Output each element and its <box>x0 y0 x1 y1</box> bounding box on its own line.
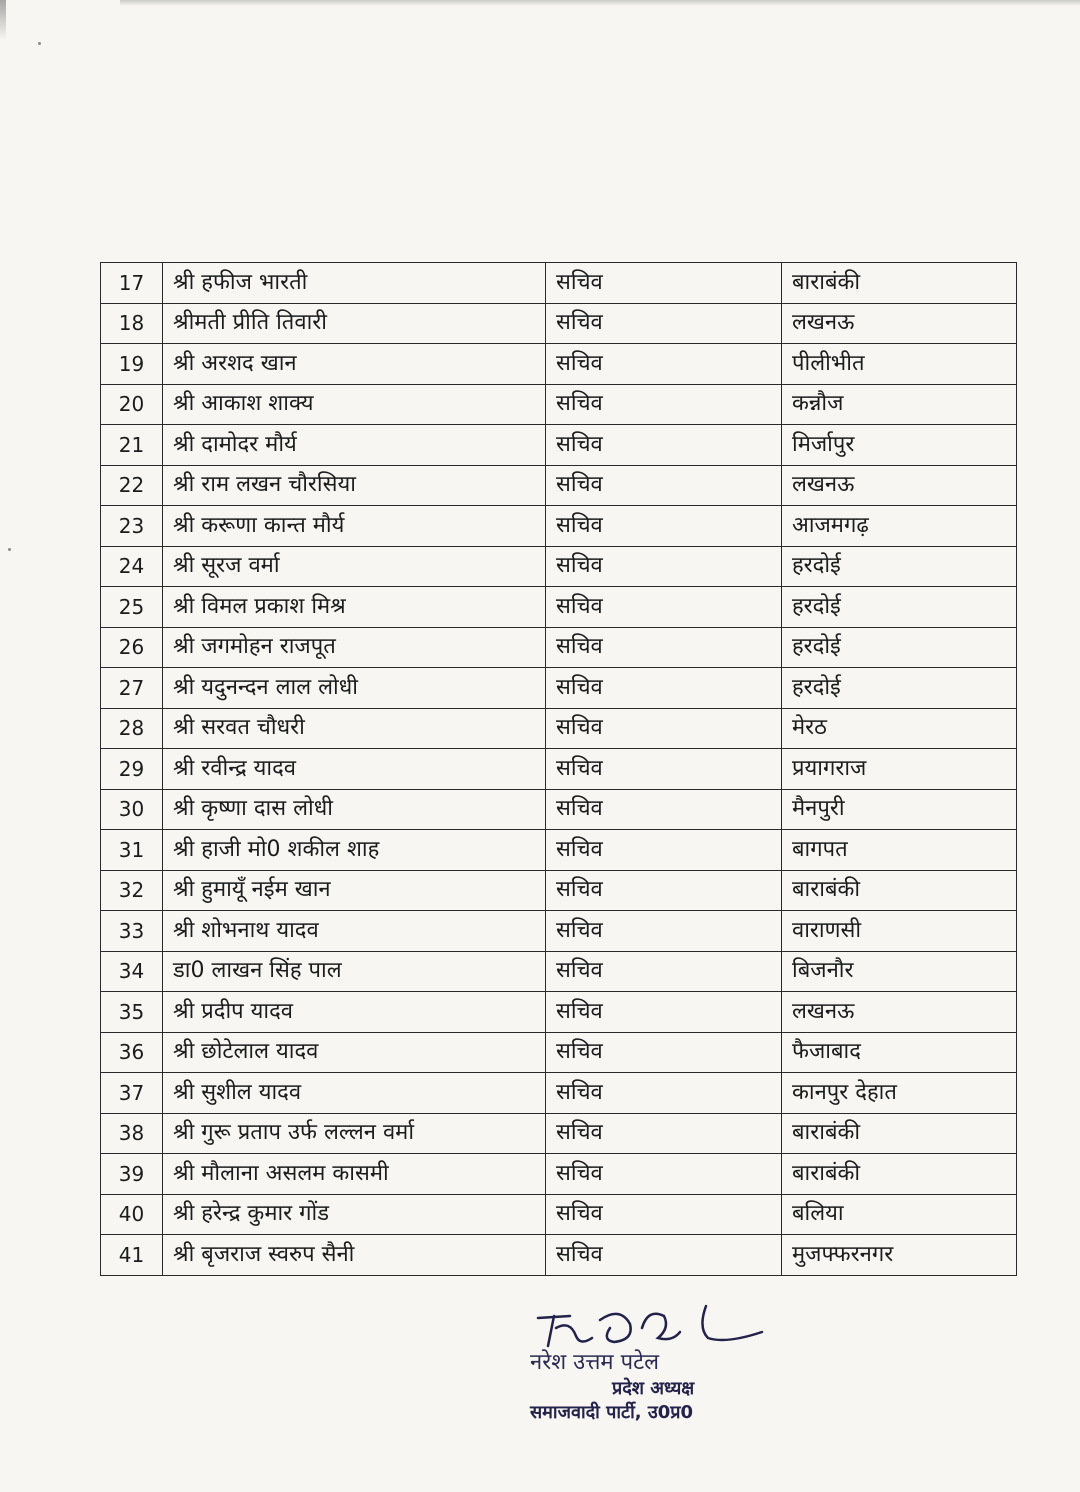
district-cell: फैजाबाद <box>782 1032 1017 1073</box>
district-cell: आजमगढ़ <box>782 506 1017 547</box>
post-cell: सचिव <box>546 506 782 547</box>
serial-number-cell: 34 <box>101 951 163 992</box>
table-row <box>101 1194 1017 1235</box>
district-cell: बाराबंकी <box>782 1154 1017 1195</box>
table-row <box>101 263 1017 304</box>
scan-speck <box>38 42 41 45</box>
district-cell: हरदोई <box>782 587 1017 628</box>
serial-number-cell: 23 <box>101 506 163 547</box>
post-cell: सचिव <box>546 1235 782 1276</box>
district-cell: बिजनौर <box>782 951 1017 992</box>
district-cell: मेरठ <box>782 708 1017 749</box>
name-cell: श्री विमल प्रकाश मिश्र <box>163 587 546 628</box>
post-cell: सचिव <box>546 465 782 506</box>
serial-number-cell: 22 <box>101 465 163 506</box>
serial-number-cell: 33 <box>101 911 163 952</box>
serial-number-cell: 41 <box>101 1235 163 1276</box>
name-cell: श्रीमती प्रीति तिवारी <box>163 303 546 344</box>
table-row <box>101 1113 1017 1154</box>
scan-speck <box>8 548 11 551</box>
signatory-title: प्रदेश अध्यक्ष <box>612 1378 695 1399</box>
post-cell: सचिव <box>546 749 782 790</box>
post-cell: सचिव <box>546 1073 782 1114</box>
name-cell: श्री जगमोहन राजपूत <box>163 627 546 668</box>
serial-number-cell: 26 <box>101 627 163 668</box>
district-cell: लखनऊ <box>782 303 1017 344</box>
name-cell: श्री राम लखन चौरसिया <box>163 465 546 506</box>
name-cell: श्री मौलाना असलम कासमी <box>163 1154 546 1195</box>
table-row <box>101 830 1017 871</box>
table-row <box>101 303 1017 344</box>
signatory-party: समाजवादी पार्टी, उ0प्र0 <box>530 1402 693 1423</box>
post-cell: सचिव <box>546 789 782 830</box>
table-row <box>101 789 1017 830</box>
name-cell: श्री हरेन्द्र कुमार गोंड <box>163 1194 546 1235</box>
name-cell: श्री शोभनाथ यादव <box>163 911 546 952</box>
post-cell: सचिव <box>546 425 782 466</box>
serial-number-cell: 29 <box>101 749 163 790</box>
serial-number-cell: 39 <box>101 1154 163 1195</box>
post-cell: सचिव <box>546 384 782 425</box>
table-row <box>101 911 1017 952</box>
serial-number-cell: 20 <box>101 384 163 425</box>
table-row <box>101 992 1017 1033</box>
table-row <box>101 587 1017 628</box>
table-row <box>101 546 1017 587</box>
table-row <box>101 708 1017 749</box>
post-cell: सचिव <box>546 1032 782 1073</box>
district-cell: लखनऊ <box>782 992 1017 1033</box>
name-cell: डा0 लाखन सिंह पाल <box>163 951 546 992</box>
serial-number-cell: 37 <box>101 1073 163 1114</box>
table-row <box>101 425 1017 466</box>
district-cell: हरदोई <box>782 627 1017 668</box>
post-cell: सचिव <box>546 830 782 871</box>
post-cell: सचिव <box>546 344 782 385</box>
signatory-name: नरेश उत्तम पटेल <box>530 1350 660 1375</box>
table-row <box>101 870 1017 911</box>
secretaries-table <box>100 262 1017 1276</box>
name-cell: श्री हाजी मो0 शकील शाह <box>163 830 546 871</box>
serial-number-cell: 27 <box>101 668 163 709</box>
post-cell: सचिव <box>546 708 782 749</box>
table-row <box>101 506 1017 547</box>
district-cell: बाराबंकी <box>782 1113 1017 1154</box>
district-cell: बाराबंकी <box>782 870 1017 911</box>
post-cell: सचिव <box>546 587 782 628</box>
post-cell: सचिव <box>546 1194 782 1235</box>
name-cell: श्री सरवत चौधरी <box>163 708 546 749</box>
scan-top-shadow <box>120 0 1080 6</box>
name-cell: श्री प्रदीप यादव <box>163 992 546 1033</box>
table-row <box>101 1032 1017 1073</box>
name-cell: श्री कृष्णा दास लोधी <box>163 789 546 830</box>
post-cell: सचिव <box>546 951 782 992</box>
post-cell: सचिव <box>546 1154 782 1195</box>
serial-number-cell: 30 <box>101 789 163 830</box>
district-cell: प्रयागराज <box>782 749 1017 790</box>
name-cell: श्री छोटेलाल यादव <box>163 1032 546 1073</box>
district-cell: कन्नौज <box>782 384 1017 425</box>
district-cell: मैनपुरी <box>782 789 1017 830</box>
serial-number-cell: 19 <box>101 344 163 385</box>
serial-number-cell: 35 <box>101 992 163 1033</box>
post-cell: सचिव <box>546 1113 782 1154</box>
table-row <box>101 465 1017 506</box>
name-cell: श्री सूरज वर्मा <box>163 546 546 587</box>
table-row <box>101 384 1017 425</box>
name-cell: श्री हुमायूँ नईम खान <box>163 870 546 911</box>
serial-number-cell: 31 <box>101 830 163 871</box>
name-cell: श्री दामोदर मौर्य <box>163 425 546 466</box>
table-row <box>101 627 1017 668</box>
district-cell: हरदोई <box>782 546 1017 587</box>
post-cell: सचिव <box>546 992 782 1033</box>
serial-number-cell: 24 <box>101 546 163 587</box>
district-cell: बागपत <box>782 830 1017 871</box>
district-cell: बलिया <box>782 1194 1017 1235</box>
serial-number-cell: 17 <box>101 263 163 304</box>
table-row <box>101 344 1017 385</box>
table-row <box>101 668 1017 709</box>
table-row <box>101 1073 1017 1114</box>
district-cell: पीलीभीत <box>782 344 1017 385</box>
serial-number-cell: 18 <box>101 303 163 344</box>
table-row <box>101 1235 1017 1276</box>
post-cell: सचिव <box>546 911 782 952</box>
name-cell: श्री अरशद खान <box>163 344 546 385</box>
district-cell: मिर्जापुर <box>782 425 1017 466</box>
post-cell: सचिव <box>546 870 782 911</box>
district-cell: मुजफ्फरनगर <box>782 1235 1017 1276</box>
serial-number-cell: 32 <box>101 870 163 911</box>
serial-number-cell: 28 <box>101 708 163 749</box>
name-cell: श्री करूणा कान्त मौर्य <box>163 506 546 547</box>
name-cell: श्री हफीज भारती <box>163 263 546 304</box>
district-cell: कानपुर देहात <box>782 1073 1017 1114</box>
name-cell: श्री गुरू प्रताप उर्फ लल्लन वर्मा <box>163 1113 546 1154</box>
name-cell: श्री यदुनन्दन लाल लोधी <box>163 668 546 709</box>
name-cell: श्री रवीन्द्र यादव <box>163 749 546 790</box>
serial-number-cell: 21 <box>101 425 163 466</box>
district-cell: बाराबंकी <box>782 263 1017 304</box>
name-cell: श्री बृजराज स्वरुप सैनी <box>163 1235 546 1276</box>
post-cell: सचिव <box>546 627 782 668</box>
table-row <box>101 1154 1017 1195</box>
secretaries-table-body <box>101 263 1017 1276</box>
district-cell: वाराणसी <box>782 911 1017 952</box>
post-cell: सचिव <box>546 303 782 344</box>
post-cell: सचिव <box>546 668 782 709</box>
table-row <box>101 951 1017 992</box>
name-cell: श्री सुशील यादव <box>163 1073 546 1114</box>
serial-number-cell: 40 <box>101 1194 163 1235</box>
post-cell: सचिव <box>546 263 782 304</box>
serial-number-cell: 36 <box>101 1032 163 1073</box>
serial-number-cell: 25 <box>101 587 163 628</box>
table-row <box>101 749 1017 790</box>
scan-edge-mark <box>0 0 6 40</box>
serial-number-cell: 38 <box>101 1113 163 1154</box>
name-cell: श्री आकाश शाक्य <box>163 384 546 425</box>
post-cell: सचिव <box>546 546 782 587</box>
district-cell: हरदोई <box>782 668 1017 709</box>
district-cell: लखनऊ <box>782 465 1017 506</box>
